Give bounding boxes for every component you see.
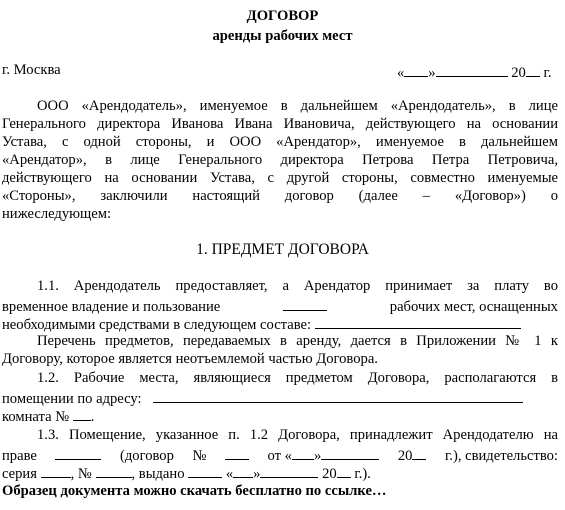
contract-number-sign: № — [192, 447, 207, 464]
cert-number-blank — [96, 463, 132, 478]
clause-1-3-line-3 — [2, 463, 371, 483]
date-month-blank — [436, 62, 508, 77]
workplaces-count-blank — [283, 296, 327, 311]
clause-1-1-text-c: необходимыми средствами в следующем составе: — [2, 316, 312, 333]
clause-1-1-text-a: временное владение и пользование — [2, 298, 221, 315]
preamble-line-2: Генерального директора Иванова Ивана Ивановича, действующего на основании — [2, 116, 558, 132]
date-quote-open: « — [397, 64, 405, 81]
series-label: серия — [2, 465, 37, 482]
date-day-blank — [404, 62, 428, 77]
contract-date-from: от « — [267, 447, 292, 464]
room-period: . — [90, 408, 95, 425]
issued-quote-close: » — [253, 465, 261, 482]
clause-1-2-line-3 — [2, 406, 94, 426]
section-1-heading: 1. ПРЕДМЕТ ДОГОВОРА — [196, 241, 369, 258]
clause-1-1-line-3 — [2, 314, 521, 334]
download-link-text[interactable]: Образец документа можно скачать бесплатно по ссылке… — [2, 483, 387, 499]
clause-1-2-line-1: 1.2. Рабочие места, являющиеся предметом Договора, располагаются в — [37, 370, 558, 386]
issued-month-blank — [260, 463, 318, 478]
room-number-blank — [73, 406, 91, 421]
preamble-line-7: нижеследующем: — [2, 206, 112, 222]
right-type-blank — [55, 445, 101, 460]
address-blank — [153, 388, 523, 403]
date-year-blank — [526, 62, 540, 77]
date-line — [397, 62, 552, 82]
document-title: ДОГОВОР — [246, 8, 319, 24]
clause-1-1-line-2 — [2, 296, 558, 316]
room-label: комната № — [2, 408, 70, 425]
clause-1-3-line-1: 1.3. Помещение, указанное п. 1.2 Договора, принадлежит Арендодателю на — [37, 427, 558, 443]
issued-day-blank — [233, 463, 253, 478]
document-subtitle: аренды рабочих мест — [212, 28, 353, 44]
certificate-label: г.), свидетельство: — [444, 447, 558, 464]
clause-1-2-line-2 — [2, 388, 523, 408]
contract-year-prefix: 20 — [397, 447, 413, 464]
contract-month-blank — [321, 445, 379, 460]
equipment-list-blank — [315, 314, 521, 329]
issued-year-suffix: г.). — [354, 465, 371, 482]
appendix-line-1: Перечень предметов, передаваемых в аренду, дается в Приложении № 1 к — [37, 333, 558, 349]
contract-date-quote: » — [313, 447, 322, 464]
preamble-line-6: «Стороны», заключили настоящий договор (далее – «Договор») о — [2, 188, 558, 204]
address-label: помещении по адресу: — [2, 390, 142, 407]
issued-year-prefix: 20 — [322, 465, 337, 482]
appendix-line-2: Договору, которое является неотъемлемой частью Договора. — [2, 351, 378, 367]
date-year-suffix: г. — [543, 64, 552, 81]
contract-label: (договор — [120, 447, 174, 464]
preamble-line-1: ООО «Арендодатель», именуемое в дальнейшем «Арендодатель», в лице — [37, 98, 558, 114]
contract-number-blank — [225, 445, 249, 460]
issued-label: , выдано — [131, 465, 185, 482]
preamble-line-5: действующего на основании Устава, с другой стороны, совместно именуемые — [2, 170, 558, 186]
clause-1-1-text-b: рабочих мест, оснащенных — [389, 298, 558, 315]
contract-day-blank — [292, 445, 314, 460]
preamble-line-3: Устава, с одной стороны, и ООО «Арендатор», именуемое в дальнейшем — [2, 134, 558, 150]
issued-by-blank — [188, 463, 222, 478]
right-label: праве — [2, 447, 37, 464]
cert-number-label: , № — [70, 465, 92, 482]
city-label: г. Москва — [2, 62, 61, 78]
clause-1-3-line-2 — [2, 445, 558, 465]
series-blank — [41, 463, 71, 478]
clause-1-1-line-1: 1.1. Арендодатель предоставляет, а Арендатор принимает за плату во — [37, 278, 558, 294]
contract-year-blank — [412, 445, 426, 460]
issued-year-blank — [337, 463, 351, 478]
date-quote-close: » — [428, 64, 436, 81]
date-year-prefix: 20 — [511, 64, 526, 81]
preamble-line-4: «Арендатор», в лице Генерального директора Петрова Петра Петровича, — [2, 152, 558, 168]
issued-quote-open: « — [225, 465, 234, 482]
